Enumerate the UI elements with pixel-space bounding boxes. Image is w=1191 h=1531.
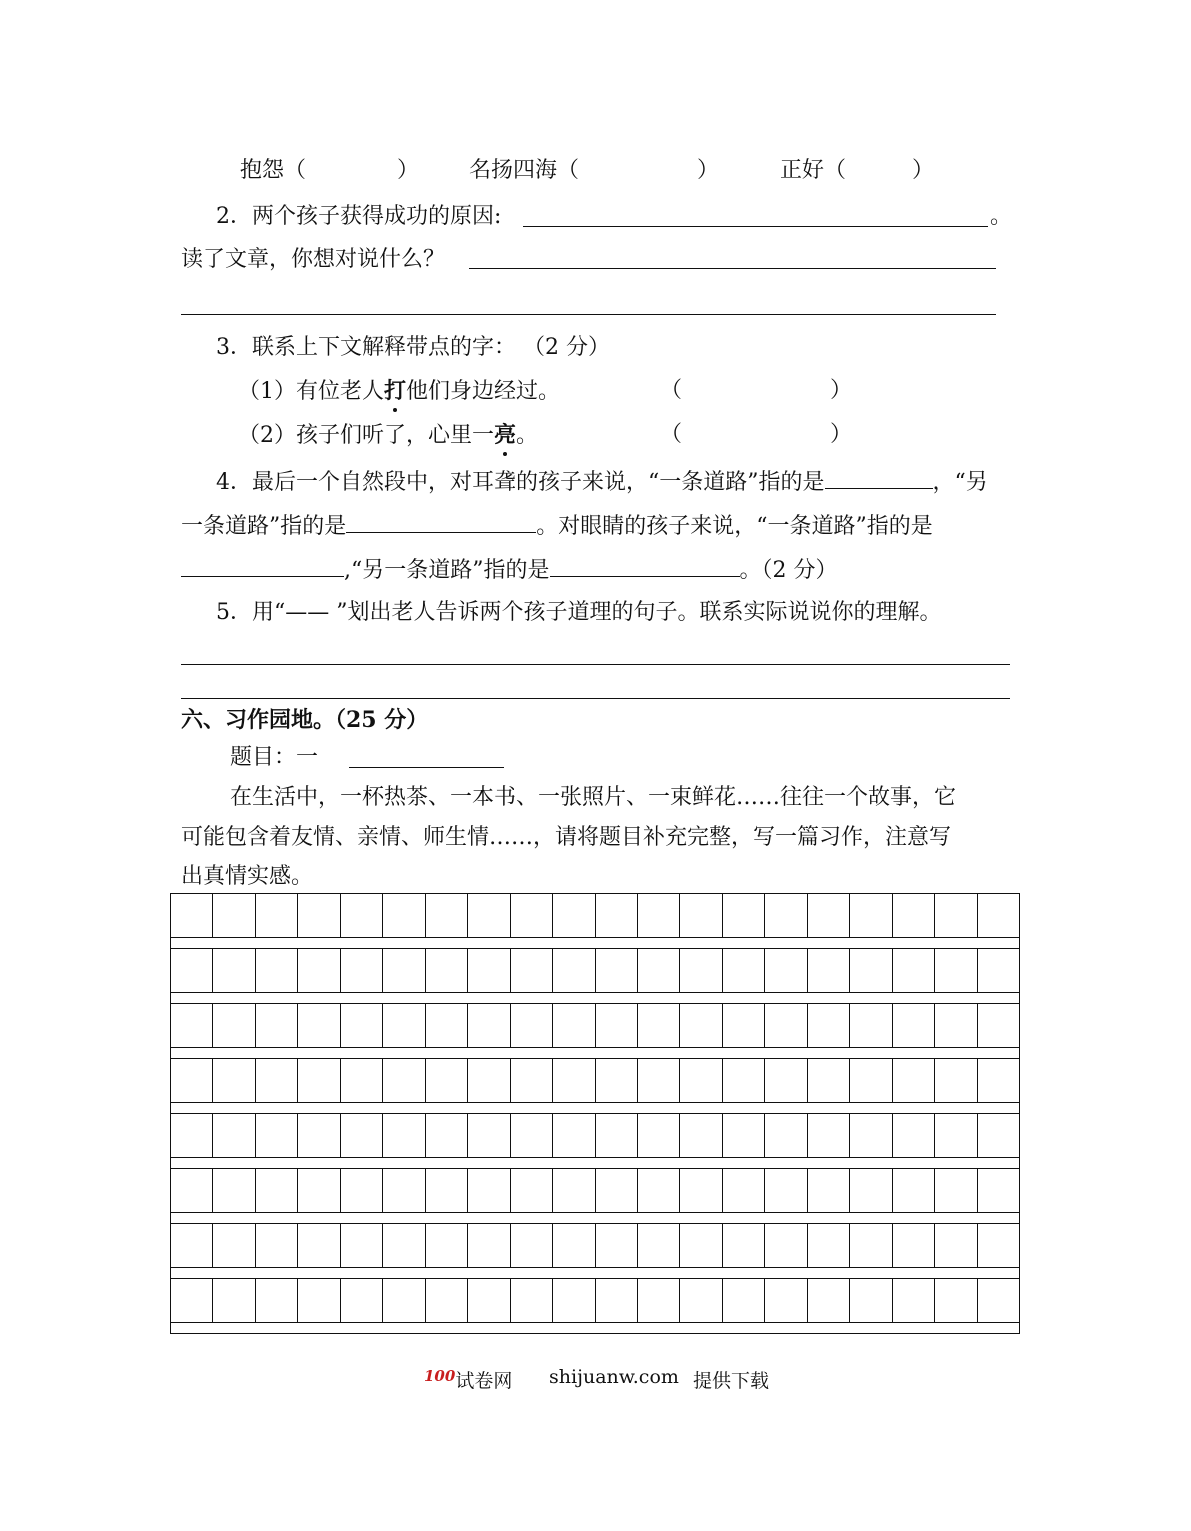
grid-cell[interactable] xyxy=(680,1279,722,1322)
grid-cell[interactable] xyxy=(723,1279,765,1322)
grid-cell[interactable] xyxy=(383,1004,425,1047)
grid-cell[interactable] xyxy=(383,1279,425,1322)
grid-cell[interactable] xyxy=(256,894,298,937)
grid-cell[interactable] xyxy=(383,1059,425,1102)
grid-cell[interactable] xyxy=(978,1004,1019,1047)
grid-spacer xyxy=(170,992,1020,1003)
q2-text: 2．两个孩子获得成功的原因: xyxy=(216,204,502,229)
grid-cell[interactable] xyxy=(935,1004,977,1047)
grid-cell[interactable] xyxy=(171,1279,213,1322)
grid-row xyxy=(170,1168,1020,1212)
grid-cell[interactable] xyxy=(171,1169,213,1212)
grid-cell[interactable] xyxy=(893,1059,935,1102)
grid-row xyxy=(170,1278,1020,1322)
q4-blank-4[interactable] xyxy=(550,552,740,577)
grid-cell[interactable] xyxy=(511,1004,553,1047)
footer-note: 提供下载 xyxy=(693,1370,770,1392)
grid-cell[interactable] xyxy=(553,1004,595,1047)
grid-cell[interactable] xyxy=(680,1224,722,1267)
q2-extra-answer-line[interactable] xyxy=(181,314,996,315)
grid-cell[interactable] xyxy=(511,1224,553,1267)
grid-cell[interactable] xyxy=(808,1114,850,1157)
grid-cell[interactable] xyxy=(723,1224,765,1267)
grid-cell[interactable] xyxy=(850,1279,892,1322)
q5-text: 5．用“—— ”划出老人告诉两个孩子道理的句子。联系实际说说你的理解。 xyxy=(216,600,942,625)
q1-paren-1: ） xyxy=(397,158,420,183)
grid-cell[interactable] xyxy=(808,1004,850,1047)
grid-cell[interactable] xyxy=(341,1224,383,1267)
grid-cell[interactable] xyxy=(468,949,510,992)
q2-line2-text: 读了文章，你想对说什么？ xyxy=(181,247,446,272)
grid-cell[interactable] xyxy=(638,949,680,992)
grid-cell[interactable] xyxy=(298,1114,340,1157)
grid-row xyxy=(170,1058,1020,1102)
grid-cell[interactable] xyxy=(723,894,765,937)
grid-cell[interactable] xyxy=(850,1114,892,1157)
grid-cell[interactable] xyxy=(893,1279,935,1322)
grid-cell[interactable] xyxy=(596,1169,638,1212)
grid-cell[interactable] xyxy=(468,1114,510,1157)
grid-cell[interactable] xyxy=(468,894,510,937)
grid-cell[interactable] xyxy=(341,1169,383,1212)
grid-cell[interactable] xyxy=(893,1114,935,1157)
grid-cell[interactable] xyxy=(468,1169,510,1212)
q3-item-1-paren-open: （ xyxy=(660,378,683,403)
q2-line2-answer[interactable] xyxy=(469,268,996,269)
grid-spacer xyxy=(170,1267,1020,1278)
grid-cell[interactable] xyxy=(213,894,255,937)
grid-cell[interactable] xyxy=(808,949,850,992)
grid-spacer xyxy=(170,1047,1020,1058)
q4-blank-2[interactable] xyxy=(346,508,536,533)
q1-word-1: 抱怨（ xyxy=(240,158,307,183)
grid-row xyxy=(170,893,1020,937)
grid-cell[interactable] xyxy=(468,1224,510,1267)
grid-row xyxy=(170,1003,1020,1047)
grid-cell[interactable] xyxy=(511,1169,553,1212)
grid-cell[interactable] xyxy=(256,1004,298,1047)
grid-cell[interactable] xyxy=(765,1114,807,1157)
grid-cell[interactable] xyxy=(978,894,1019,937)
grid-cell[interactable] xyxy=(256,1224,298,1267)
q5-answer-line-1[interactable] xyxy=(181,664,1010,665)
grid-cell[interactable] xyxy=(893,1224,935,1267)
grid-cell[interactable] xyxy=(298,1169,340,1212)
grid-cell[interactable] xyxy=(638,894,680,937)
grid-cell[interactable] xyxy=(298,1004,340,1047)
grid-cell[interactable] xyxy=(553,1059,595,1102)
grid-cell[interactable] xyxy=(511,894,553,937)
grid-cell[interactable] xyxy=(935,1224,977,1267)
grid-cell[interactable] xyxy=(383,1114,425,1157)
grid-cell[interactable] xyxy=(680,1059,722,1102)
grid-cell[interactable] xyxy=(765,1169,807,1212)
grid-cell[interactable] xyxy=(341,1004,383,1047)
grid-cell[interactable] xyxy=(213,1059,255,1102)
grid-cell[interactable] xyxy=(213,1279,255,1322)
grid-cell[interactable] xyxy=(765,1059,807,1102)
grid-cell[interactable] xyxy=(893,1004,935,1047)
section6-prompt-3: 出真情实感。 xyxy=(181,864,314,889)
footer-url: shijuanw.com xyxy=(549,1366,679,1388)
grid-spacer xyxy=(170,937,1020,948)
q4-line-3: ,“另一条道路”指的是 。（2 分） xyxy=(181,552,838,586)
grid-cell[interactable] xyxy=(468,1279,510,1322)
grid-spacer xyxy=(170,1157,1020,1168)
grid-cell[interactable] xyxy=(298,1224,340,1267)
grid-cell[interactable] xyxy=(935,949,977,992)
q4-blank-1[interactable] xyxy=(825,464,933,489)
q4-line-2: 一条道路”指的是 。对眼睛的孩子来说，“一条道路”指的是 xyxy=(181,508,933,542)
grid-cell[interactable] xyxy=(171,1004,213,1047)
grid-cell[interactable] xyxy=(893,894,935,937)
grid-bottom-border xyxy=(170,1333,1020,1334)
grid-cell[interactable] xyxy=(765,949,807,992)
grid-cell[interactable] xyxy=(596,1059,638,1102)
grid-cell[interactable] xyxy=(596,1114,638,1157)
grid-cell[interactable] xyxy=(341,1059,383,1102)
grid-cell[interactable] xyxy=(213,1004,255,1047)
grid-cell[interactable] xyxy=(978,1279,1019,1322)
grid-cell[interactable] xyxy=(680,1004,722,1047)
q1-word-2: 名扬四海（ xyxy=(469,158,580,183)
grid-cell[interactable] xyxy=(213,1114,255,1157)
grid-cell[interactable] xyxy=(426,1169,468,1212)
grid-cell[interactable] xyxy=(383,1169,425,1212)
grid-cell[interactable] xyxy=(298,894,340,937)
grid-cell[interactable] xyxy=(935,1059,977,1102)
grid-cell[interactable] xyxy=(638,1004,680,1047)
grid-cell[interactable] xyxy=(171,1059,213,1102)
grid-cell[interactable] xyxy=(978,1224,1019,1267)
grid-cell[interactable] xyxy=(850,949,892,992)
site-logo: 100 xyxy=(424,1367,456,1385)
q2-answer-line[interactable] xyxy=(523,226,988,227)
grid-cell[interactable] xyxy=(256,1279,298,1322)
grid-cell[interactable] xyxy=(213,1224,255,1267)
grid-cell[interactable] xyxy=(850,1059,892,1102)
grid-cell[interactable] xyxy=(765,1004,807,1047)
q4-blank-3[interactable] xyxy=(181,552,344,577)
grid-cell[interactable] xyxy=(765,1279,807,1322)
grid-cell[interactable] xyxy=(596,949,638,992)
grid-cell[interactable] xyxy=(341,1279,383,1322)
grid-cell[interactable] xyxy=(978,949,1019,992)
section6-topic-blank[interactable] xyxy=(349,767,504,768)
q3-item-1-paren-close: ） xyxy=(830,378,853,403)
grid-cell[interactable] xyxy=(893,1169,935,1212)
grid-cell[interactable] xyxy=(171,894,213,937)
grid-cell[interactable] xyxy=(723,1004,765,1047)
footer-brand: $^{100}$试卷网 xyxy=(424,1367,513,1392)
grid-cell[interactable] xyxy=(256,949,298,992)
grid-cell[interactable] xyxy=(978,1169,1019,1212)
grid-row xyxy=(170,1223,1020,1267)
writing-grid[interactable] xyxy=(170,893,1020,1334)
q3-item-2-paren-close: ） xyxy=(830,422,853,447)
grid-cell[interactable] xyxy=(213,1169,255,1212)
q5-answer-line-2[interactable] xyxy=(181,698,1010,699)
grid-cell[interactable] xyxy=(426,1224,468,1267)
grid-cell[interactable] xyxy=(383,949,425,992)
grid-row xyxy=(170,1113,1020,1157)
grid-row xyxy=(170,948,1020,992)
grid-cell[interactable] xyxy=(256,1059,298,1102)
grid-cell[interactable] xyxy=(468,1059,510,1102)
q1-paren-2: ） xyxy=(697,158,720,183)
q1-word-3: 正好（ xyxy=(780,158,847,183)
grid-cell[interactable] xyxy=(426,949,468,992)
grid-cell[interactable] xyxy=(553,949,595,992)
q3-item-2: （2）孩子们听了，心里一亮。 xyxy=(238,422,539,448)
grid-cell[interactable] xyxy=(935,1169,977,1212)
grid-cell[interactable] xyxy=(171,949,213,992)
grid-cell[interactable] xyxy=(808,1059,850,1102)
grid-cell[interactable] xyxy=(765,894,807,937)
grid-cell[interactable] xyxy=(808,1224,850,1267)
grid-cell[interactable] xyxy=(553,1169,595,1212)
grid-cell[interactable] xyxy=(426,894,468,937)
grid-cell[interactable] xyxy=(935,1114,977,1157)
grid-cell[interactable] xyxy=(680,1169,722,1212)
grid-cell[interactable] xyxy=(426,1279,468,1322)
grid-cell[interactable] xyxy=(596,1224,638,1267)
grid-cell[interactable] xyxy=(723,949,765,992)
grid-cell[interactable] xyxy=(808,1279,850,1322)
grid-cell[interactable] xyxy=(978,1059,1019,1102)
q1-paren-3: ） xyxy=(912,158,935,183)
section6-prompt-1: 在生活中，一杯热茶、一本书、一张照片、一束鲜花……往往一个故事，它 xyxy=(230,785,957,810)
grid-cell[interactable] xyxy=(511,949,553,992)
grid-spacer xyxy=(170,1322,1020,1333)
grid-cell[interactable] xyxy=(298,1279,340,1322)
grid-cell[interactable] xyxy=(680,949,722,992)
grid-cell[interactable] xyxy=(511,1114,553,1157)
grid-cell[interactable] xyxy=(426,1004,468,1047)
grid-cell[interactable] xyxy=(256,1114,298,1157)
grid-cell[interactable] xyxy=(850,1169,892,1212)
grid-cell[interactable] xyxy=(171,1224,213,1267)
grid-cell[interactable] xyxy=(935,894,977,937)
grid-cell[interactable] xyxy=(256,1169,298,1212)
grid-spacer xyxy=(170,1212,1020,1223)
grid-cell[interactable] xyxy=(723,1059,765,1102)
grid-cell[interactable] xyxy=(596,894,638,937)
grid-cell[interactable] xyxy=(298,949,340,992)
grid-cell[interactable] xyxy=(723,1114,765,1157)
grid-cell[interactable] xyxy=(596,1279,638,1322)
grid-cell[interactable] xyxy=(638,1224,680,1267)
grid-cell[interactable] xyxy=(298,1059,340,1102)
grid-cell[interactable] xyxy=(426,1114,468,1157)
section6-title: 六、习作园地。（25 分） xyxy=(181,707,429,733)
grid-cell[interactable] xyxy=(511,1279,553,1322)
grid-cell[interactable] xyxy=(511,1059,553,1102)
grid-cell[interactable] xyxy=(850,1224,892,1267)
q3-title: 3．联系上下文解释带点的字： （2 分） xyxy=(216,335,610,360)
grid-cell[interactable] xyxy=(765,1224,807,1267)
q2-end: 。 xyxy=(990,204,1013,229)
grid-cell[interactable] xyxy=(680,894,722,937)
grid-cell[interactable] xyxy=(553,1224,595,1267)
grid-cell[interactable] xyxy=(808,894,850,937)
grid-cell[interactable] xyxy=(383,1224,425,1267)
grid-cell[interactable] xyxy=(978,1114,1019,1157)
grid-spacer xyxy=(170,1102,1020,1113)
grid-cell[interactable] xyxy=(638,1169,680,1212)
grid-cell[interactable] xyxy=(596,1004,638,1047)
grid-cell[interactable] xyxy=(383,894,425,937)
grid-cell[interactable] xyxy=(213,949,255,992)
grid-cell[interactable] xyxy=(171,1114,213,1157)
grid-cell[interactable] xyxy=(935,1279,977,1322)
grid-cell[interactable] xyxy=(638,1114,680,1157)
grid-cell[interactable] xyxy=(426,1059,468,1102)
grid-cell[interactable] xyxy=(341,894,383,937)
grid-cell[interactable] xyxy=(341,949,383,992)
grid-cell[interactable] xyxy=(553,1114,595,1157)
grid-cell[interactable] xyxy=(638,1059,680,1102)
grid-cell[interactable] xyxy=(808,1169,850,1212)
grid-cell[interactable] xyxy=(680,1114,722,1157)
grid-cell[interactable] xyxy=(468,1004,510,1047)
q3-item-1: （1）有位老人打他们身边经过。 xyxy=(238,378,561,404)
section6-prompt-2: 可能包含着友情、亲情、师生情……，请将题目补充完整，写一篇习作，注意写 xyxy=(181,825,952,850)
grid-cell[interactable] xyxy=(723,1169,765,1212)
grid-cell[interactable] xyxy=(341,1114,383,1157)
grid-cell[interactable] xyxy=(553,894,595,937)
grid-cell[interactable] xyxy=(638,1279,680,1322)
grid-cell[interactable] xyxy=(553,1279,595,1322)
section6-topic: 题目：一 xyxy=(230,745,319,770)
q4-line-1: 4．最后一个自然段中，对耳聋的孩子来说，“一条道路”指的是 ，“另 xyxy=(216,464,988,498)
grid-cell[interactable] xyxy=(850,894,892,937)
grid-cell[interactable] xyxy=(893,949,935,992)
grid-cell[interactable] xyxy=(850,1004,892,1047)
q3-item-2-paren-open: （ xyxy=(660,422,683,447)
